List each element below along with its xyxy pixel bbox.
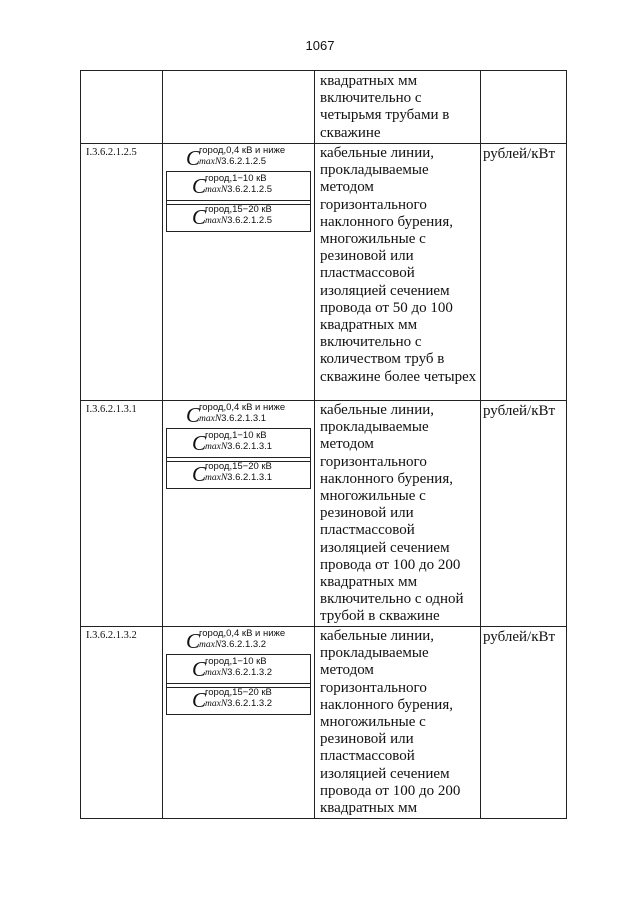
formula-symbol: C [186,403,201,427]
formula-symbol: C [192,205,207,229]
formula-subscript [205,667,272,678]
tariff-formula [192,461,312,487]
formula-symbol: C [186,146,201,170]
tariff-formula [186,145,306,171]
formula-subscript-number: 3.6.2.1.3.2 [227,667,273,678]
formula-subscript-number: 3.6.2.1.3.2 [221,639,267,650]
subcell-border [166,714,311,715]
formula-subscript-number: 3.6.2.1.2.5 [227,215,273,226]
row-code: I.3.6.2.1.3.1 [86,404,137,415]
formula-subscript-number: 3.6.2.1.2.5 [221,156,267,167]
formula-subscript [199,639,266,650]
row-description: кабельные линии, прокладываемые методом горизонтального наклонного бурения, многожильные с резиновой или пластмассовой изоляцией сечением провода от 50 до 100 квадратных мм включительно с количеством труб в скважине более четырех [320,145,477,385]
tariff-formula [192,204,312,230]
formula-superscript: город,1−10 кВ [205,656,267,667]
formula-subscript [205,184,272,195]
tariff-formula [192,430,312,456]
formula-superscript: город,0,4 кВ и ниже [199,402,286,413]
row-border [80,143,567,144]
formula-subscript-variable: maxN [205,473,228,483]
formula-symbol: C [192,431,207,455]
tariff-formula [186,628,306,654]
formula-subscript [205,441,272,452]
row-unit: рублей/кВт [483,146,556,162]
tariff-formula [192,687,312,713]
formula-superscript: город,0,4 кВ и ниже [199,145,286,156]
subcell-border [166,171,311,172]
page-number: 1067 [305,38,335,53]
tariff-formula [192,173,312,199]
formula-subscript-variable: maxN [205,216,228,226]
table-bottom-border [80,818,567,819]
column-border [314,70,315,818]
column-border [480,70,481,818]
formula-subscript [205,472,272,483]
subcell-border [166,654,311,655]
formula-subscript-number: 3.6.2.1.3.1 [221,413,267,424]
formula-subscript [199,156,266,167]
formula-subscript-variable: maxN [205,185,228,195]
row-code: I.3.6.2.1.2.5 [86,147,137,158]
row-description: кабельные линии, прокладываемые методом горизонтального наклонного бурения, многожильные с резиновой или пластмассовой изоляцией сечением провода от 100 до 200 квадратных мм [320,628,461,817]
subcell-border [166,231,311,232]
column-border [80,70,81,818]
formula-subscript-variable: maxN [205,442,228,452]
formula-superscript: город,15−20 кВ [205,687,272,698]
formula-subscript-variable: maxN [199,157,222,167]
subcell-border [166,488,311,489]
formula-subscript-variable: maxN [205,699,228,709]
formula-subscript-variable: maxN [199,640,222,650]
formula-subscript [199,413,266,424]
formula-subscript-number: 3.6.2.1.3.1 [227,472,273,483]
column-border [162,70,163,818]
row-code: I.3.6.2.1.3.2 [86,630,137,641]
tariff-formula [186,402,306,428]
formula-superscript: город,1−10 кВ [205,430,267,441]
row-description: кабельные линии, прокладываемые методом горизонтального наклонного бурения, многожильные с резиновой или пластмассовой изоляцией сечением провода от 100 до 200 квадратных мм включительно с одной трубой в скважине [320,402,464,625]
continued-description: квадратных мм включительно с четырьмя трубами в скважине [320,73,450,141]
formula-subscript-variable: maxN [199,414,222,424]
tariff-formula [192,656,312,682]
formula-subscript [205,215,272,226]
row-unit: рублей/кВт [483,629,556,645]
formula-subscript-variable: maxN [205,668,228,678]
formula-superscript: город,15−20 кВ [205,204,272,215]
formula-subscript-number: 3.6.2.1.2.5 [227,184,273,195]
formula-symbol: C [192,462,207,486]
formula-superscript: город,1−10 кВ [205,173,267,184]
formula-superscript: город,15−20 кВ [205,461,272,472]
formula-subscript [205,698,272,709]
row-border [80,626,567,627]
table-top-border [80,70,567,71]
formula-subscript-number: 3.6.2.1.3.2 [227,698,273,709]
formula-symbol: C [186,629,201,653]
formula-superscript: город,0,4 кВ и ниже [199,628,286,639]
formula-symbol: C [192,174,207,198]
row-unit: рублей/кВт [483,403,556,419]
subcell-border [166,428,311,429]
row-border [80,400,567,401]
formula-symbol: C [192,657,207,681]
formula-subscript-number: 3.6.2.1.3.1 [227,441,273,452]
column-border [566,70,567,818]
formula-symbol: C [192,688,207,712]
